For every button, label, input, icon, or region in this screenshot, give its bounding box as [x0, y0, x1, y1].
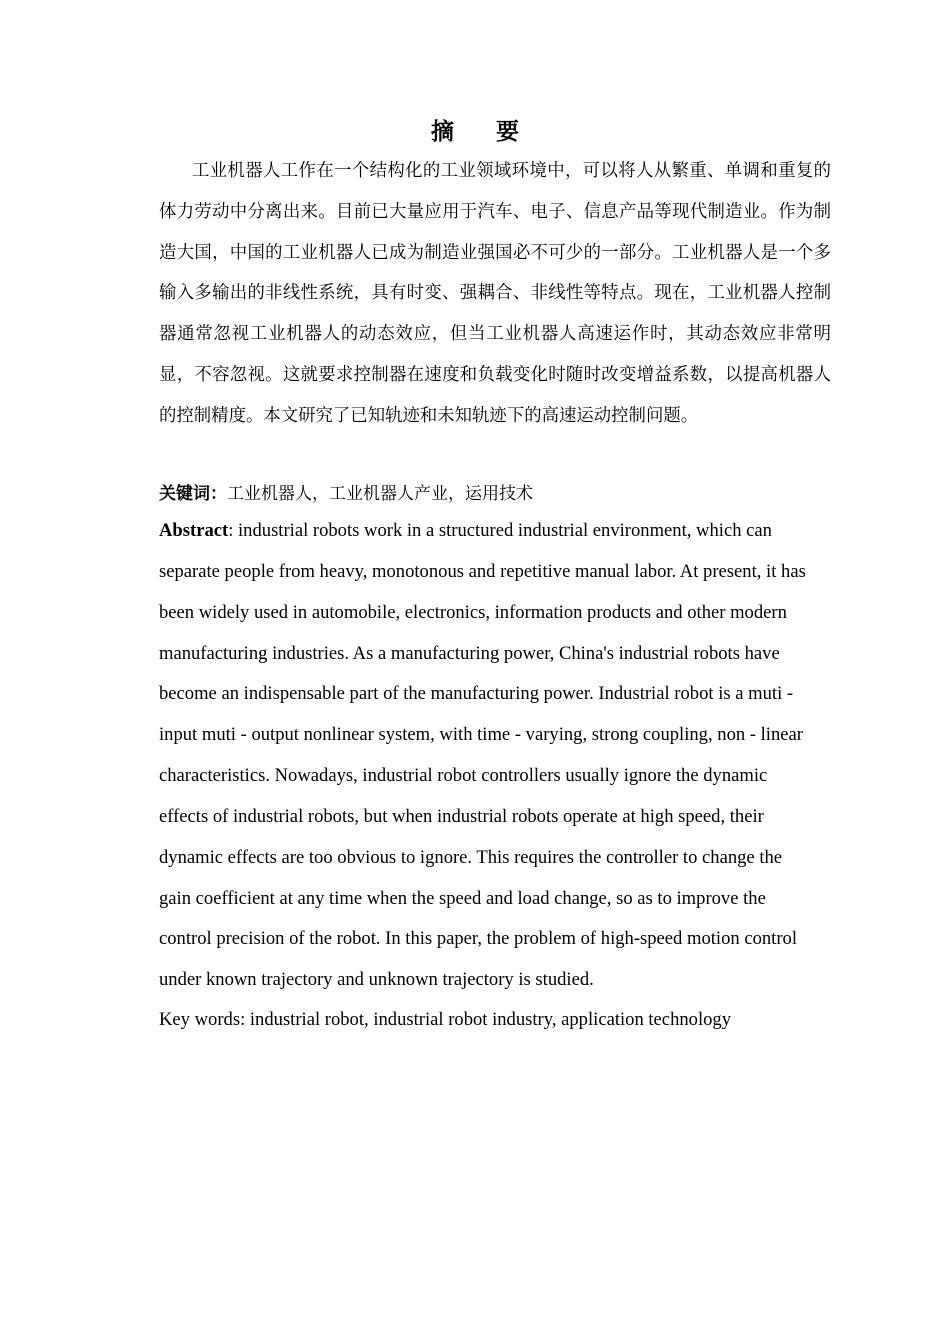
english-keywords: Key words: industrial robot, industrial robot industry, application technology — [159, 1009, 732, 1030]
english-abstract-line: dynamic effects are too obvious to ignore. This requires the controller to change the — [159, 846, 783, 868]
chinese-keywords — [159, 480, 831, 508]
english-abstract-line: manufacturing industries. As a manufacturing power, China's industrial robots have — [159, 642, 780, 664]
english-abstract-paragraph — [159, 511, 831, 1001]
english-abstract-line: Abstract: industrial robots work in a structured industrial environment, which can — [159, 520, 772, 541]
english-abstract-line: input muti - output nonlinear system, with time - varying, strong coupling, non - linear — [159, 724, 803, 746]
english-abstract-line: gain coefficient at any time when the speed and load change, so as to improve the — [159, 887, 766, 909]
english-abstract-label: Abstract — [159, 520, 229, 541]
chinese-keywords-label: 关键词： — [159, 484, 227, 504]
title-char-2: 要 — [496, 119, 519, 145]
page-title — [0, 115, 950, 149]
chinese-keywords-text: 工业机器人，工业机器人产业，运用技术 — [227, 484, 533, 504]
chinese-abstract-paragraph: 工业机器人工作在一个结构化的工业领域环境中，可以将人从繁重、单调和重复的体力劳动中分离出来。目前已大量应用于汽车、电子、信息产品等现代制造业。作为制造大国，中国的工业机器人已成为制造业强国必不可少的一部分。工业机器人是一个多输入多输出的非线性系统，具有时变、强耦合、非线性等特点。现在，工业机器人控制器通常忽视工业机器人的动态效应，但当工业机器人高速运作时，其动态效应非常明显，不容忽视。这就要求控制器在速度和负载变化时随时改变增益系数，以提高机器人的控制精度。本文研究了已知轨迹和未知轨迹下的高速运动控制问题。 — [159, 161, 831, 426]
english-abstract-line: characteristics. Nowadays, industrial robot controllers usually ignore the dynamic — [159, 765, 768, 787]
title-char-1: 摘 — [431, 119, 454, 145]
english-abstract-line: become an indispensable part of the manufacturing power. Industrial robot is a muti - — [159, 683, 794, 705]
english-abstract-line: been widely used in automobile, electronics, information products and other modern — [159, 601, 787, 623]
english-abstract-line: control precision of the robot. In this paper, the problem of high-speed motion control — [159, 928, 798, 950]
english-abstract-line: effects of industrial robots, but when industrial robots operate at high speed, their — [159, 805, 764, 827]
english-abstract-line: separate people from heavy, monotonous and repetitive manual labor. At present, it has — [159, 560, 806, 582]
english-abstract-line: under known trajectory and unknown trajectory is studied. — [159, 969, 594, 991]
